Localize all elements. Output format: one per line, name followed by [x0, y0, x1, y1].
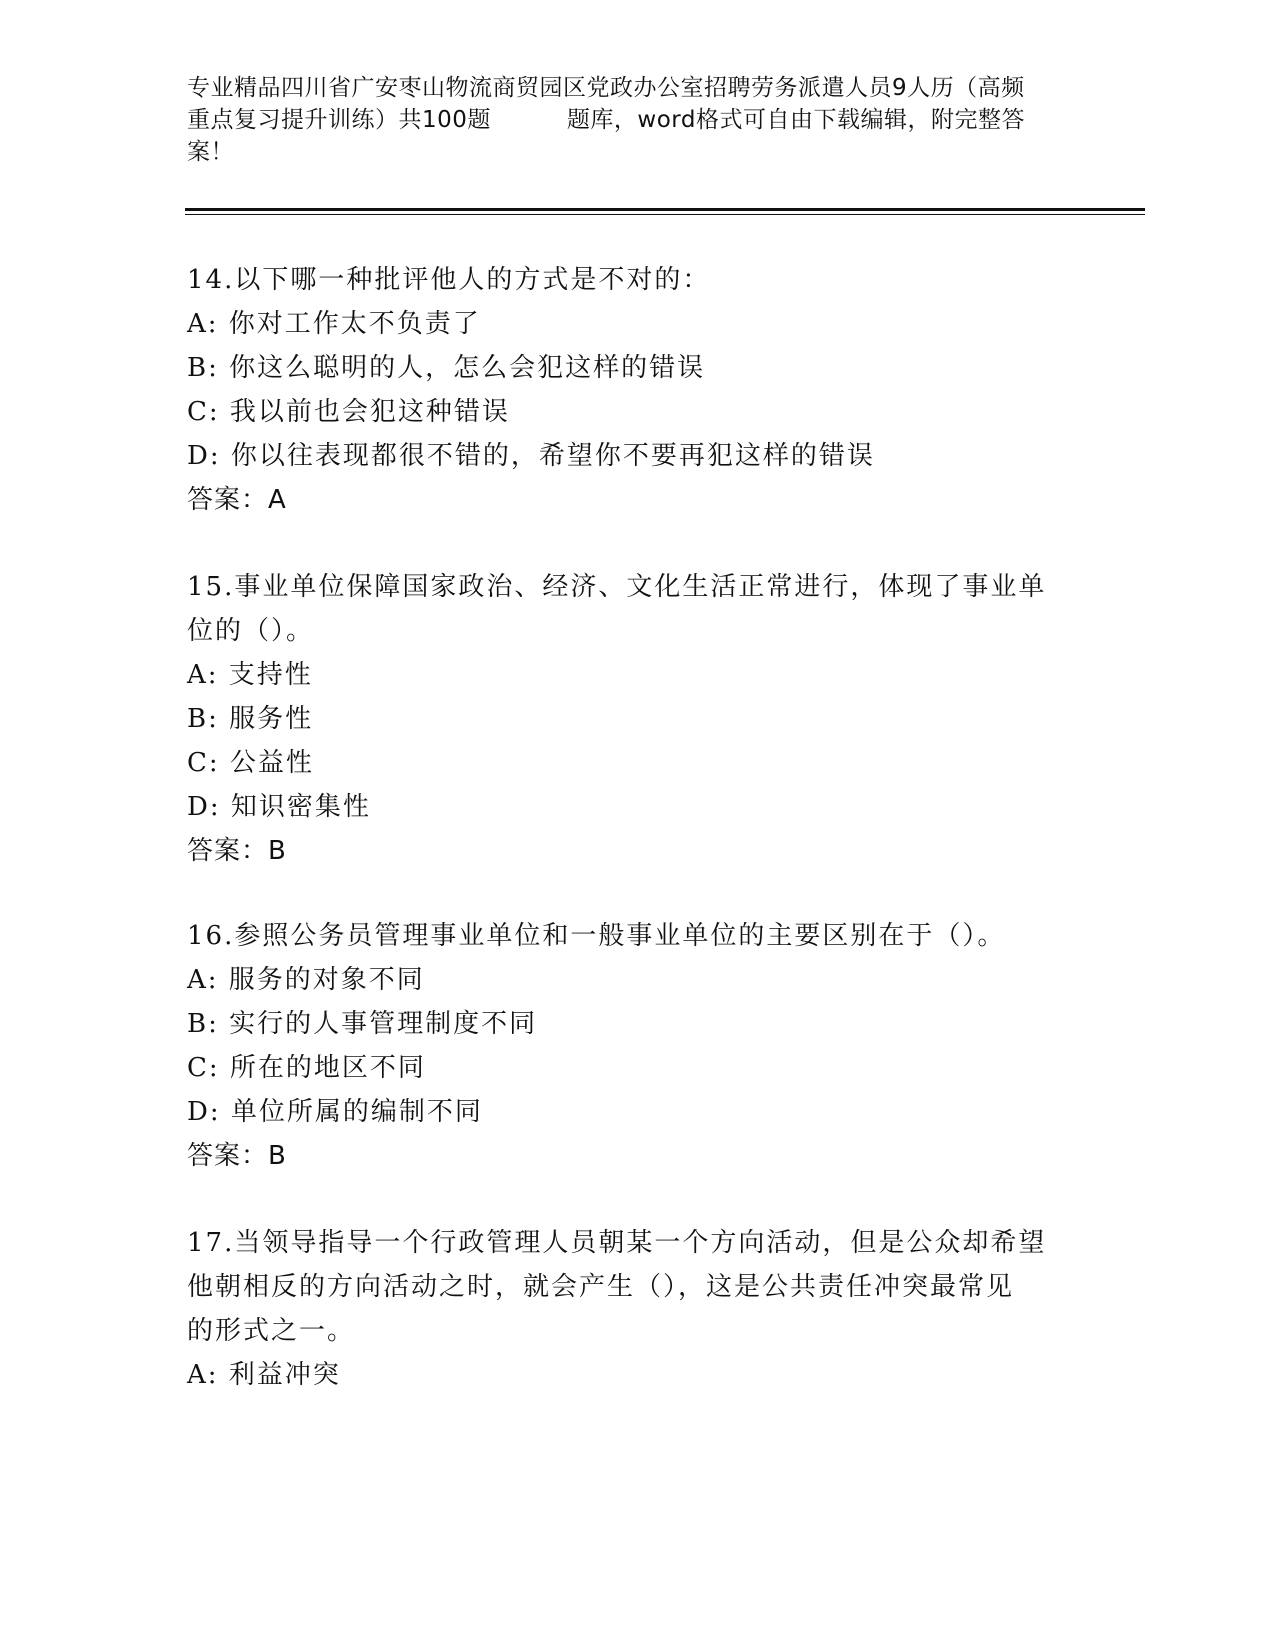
- question-16-option-d: D: 单位所属的编制不同: [187, 1097, 483, 1127]
- header-line-2: [187, 104, 1087, 136]
- header-line-2-part-b: 题库，word格式可自由下载编辑，附完整答: [566, 107, 1025, 133]
- question-17-option-a: A: 利益冲突: [187, 1360, 341, 1390]
- question-17-stem-line-3: 的形式之一。: [187, 1316, 356, 1346]
- question-14-option-b: B: 你这么聪明的人，怎么会犯这样的错误: [187, 353, 706, 383]
- question-15-stem-line-1: 15.事业单位保障国家政治、经济、文化生活正常进行，体现了事业单: [187, 572, 1047, 602]
- question-17-stem-line-1: 17.当领导指导一个行政管理人员朝某一个方向活动，但是公众却希望: [187, 1228, 1047, 1258]
- header-line-1: 专业精品四川省广安枣山物流商贸园区党政办公室招聘劳务派遣人员9人历（高频: [187, 75, 1025, 101]
- question-16-option-c: C: 所在的地区不同: [187, 1053, 426, 1083]
- header-line-2-part-a: 重点复习提升训练）共100题: [187, 107, 491, 133]
- question-14-answer: 答案：A: [187, 485, 287, 515]
- header-divider-thin: [185, 214, 1145, 215]
- question-15-option-b: B: 服务性: [187, 704, 314, 734]
- question-15-answer: 答案：B: [187, 836, 287, 866]
- question-16-answer: 答案：B: [187, 1141, 287, 1171]
- header-divider-thick: [185, 208, 1145, 211]
- document-header: [187, 72, 1087, 168]
- question-15-option-d: D: 知识密集性: [187, 792, 371, 822]
- question-15-option-c: C: 公益性: [187, 748, 314, 778]
- question-16-stem-line-1: 16.参照公务员管理事业单位和一般事业单位的主要区别在于（）。: [187, 921, 1006, 951]
- question-14-option-a: A: 你对工作太不负责了: [187, 309, 481, 339]
- question-15-option-a: A: 支持性: [187, 660, 313, 690]
- question-14-option-d: D: 你以往表现都很不错的，希望你不要再犯这样的错误: [187, 441, 875, 471]
- question-16-option-a: A: 服务的对象不同: [187, 965, 425, 995]
- header-line-3: 案！: [187, 139, 234, 165]
- question-14-stem-line-1: 14.以下哪一种批评他人的方式是不对的：: [187, 265, 711, 295]
- question-17-stem-line-2: 他朝相反的方向活动之时，就会产生（），这是公共责任冲突最常见: [187, 1272, 1015, 1302]
- question-15-stem-line-2: 位的（）。: [187, 616, 315, 646]
- question-16-option-b: B: 实行的人事管理制度不同: [187, 1009, 538, 1039]
- question-14-option-c: C: 我以前也会犯这种错误: [187, 397, 510, 427]
